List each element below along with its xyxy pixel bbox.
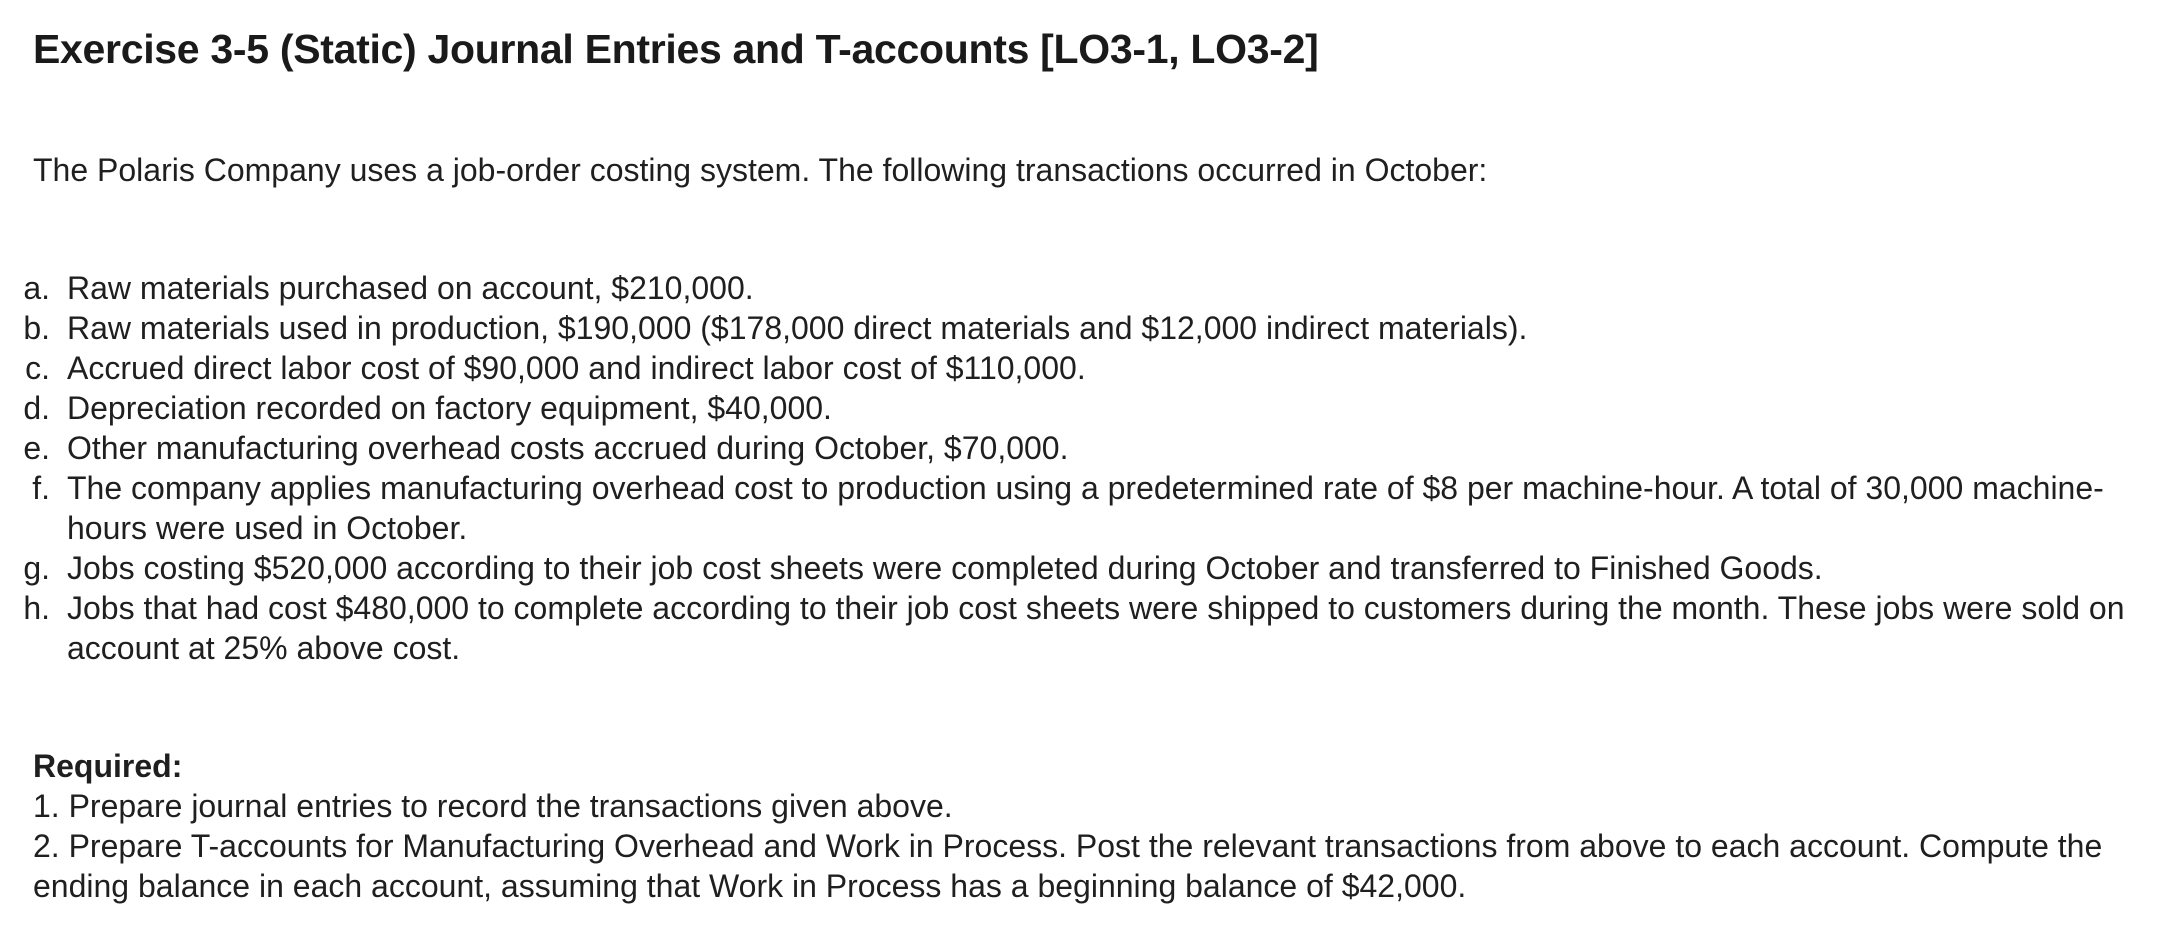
transaction-text: Accrued direct labor cost of $90,000 and indirect labor cost of $110,000. (67, 350, 1086, 386)
transaction-text: The company applies manufacturing overhead cost to production using a predetermined rate of $8 per machine-hour. A total of 30,000 machine-hours were used in October. (67, 470, 2104, 546)
transaction-text: Raw materials used in production, $190,000 ($178,000 direct materials and $12,000 indirect materials). (67, 310, 1528, 346)
transaction-list (0, 268, 2176, 668)
required-item: 2. Prepare T-accounts for Manufacturing Overhead and Work in Process. Post the relevant transactions from above to each account. Compute the ending balance in each account, assuming that Work in Process has a beginning balance of $42,000. (33, 828, 2103, 904)
intro-text: The Polaris Company uses a job-order costing system. The following transactions occurred in October: (33, 152, 1488, 188)
transaction-item (0, 588, 2176, 668)
transaction-marker: a. (23, 270, 50, 306)
transaction-marker: c. (25, 350, 50, 386)
transaction-marker: h. (23, 590, 50, 626)
transaction-marker: g. (23, 550, 50, 586)
transaction-text: Other manufacturing overhead costs accrued during October, $70,000. (67, 430, 1069, 466)
transaction-text: Jobs costing $520,000 according to their job cost sheets were completed during October and transferred to Finished Goods. (67, 550, 1823, 586)
transaction-item (0, 428, 2176, 468)
required-heading: Required: (33, 748, 183, 784)
required-section (33, 746, 2163, 906)
transaction-item (0, 548, 2176, 588)
transaction-marker: d. (23, 390, 50, 426)
transaction-text: Jobs that had cost $480,000 to complete according to their job cost sheets were shipped to customers during the month. These jobs were sold on account at 25% above cost. (67, 590, 2125, 666)
transaction-marker: b. (23, 310, 50, 346)
transaction-text: Depreciation recorded on factory equipment, $40,000. (67, 390, 832, 426)
transaction-item (0, 348, 2176, 388)
transaction-item (0, 268, 2176, 308)
required-item: 1. Prepare journal entries to record the transactions given above. (33, 788, 953, 824)
transaction-marker: f. (32, 470, 50, 506)
transaction-text: Raw materials purchased on account, $210,000. (67, 270, 754, 306)
transaction-item (0, 308, 2176, 348)
transaction-marker: e. (23, 430, 50, 466)
transaction-item (0, 468, 2176, 548)
transaction-item (0, 388, 2176, 428)
page-title: Exercise 3-5 (Static) Journal Entries and T-accounts [LO3-1, LO3-2] (33, 26, 1319, 72)
